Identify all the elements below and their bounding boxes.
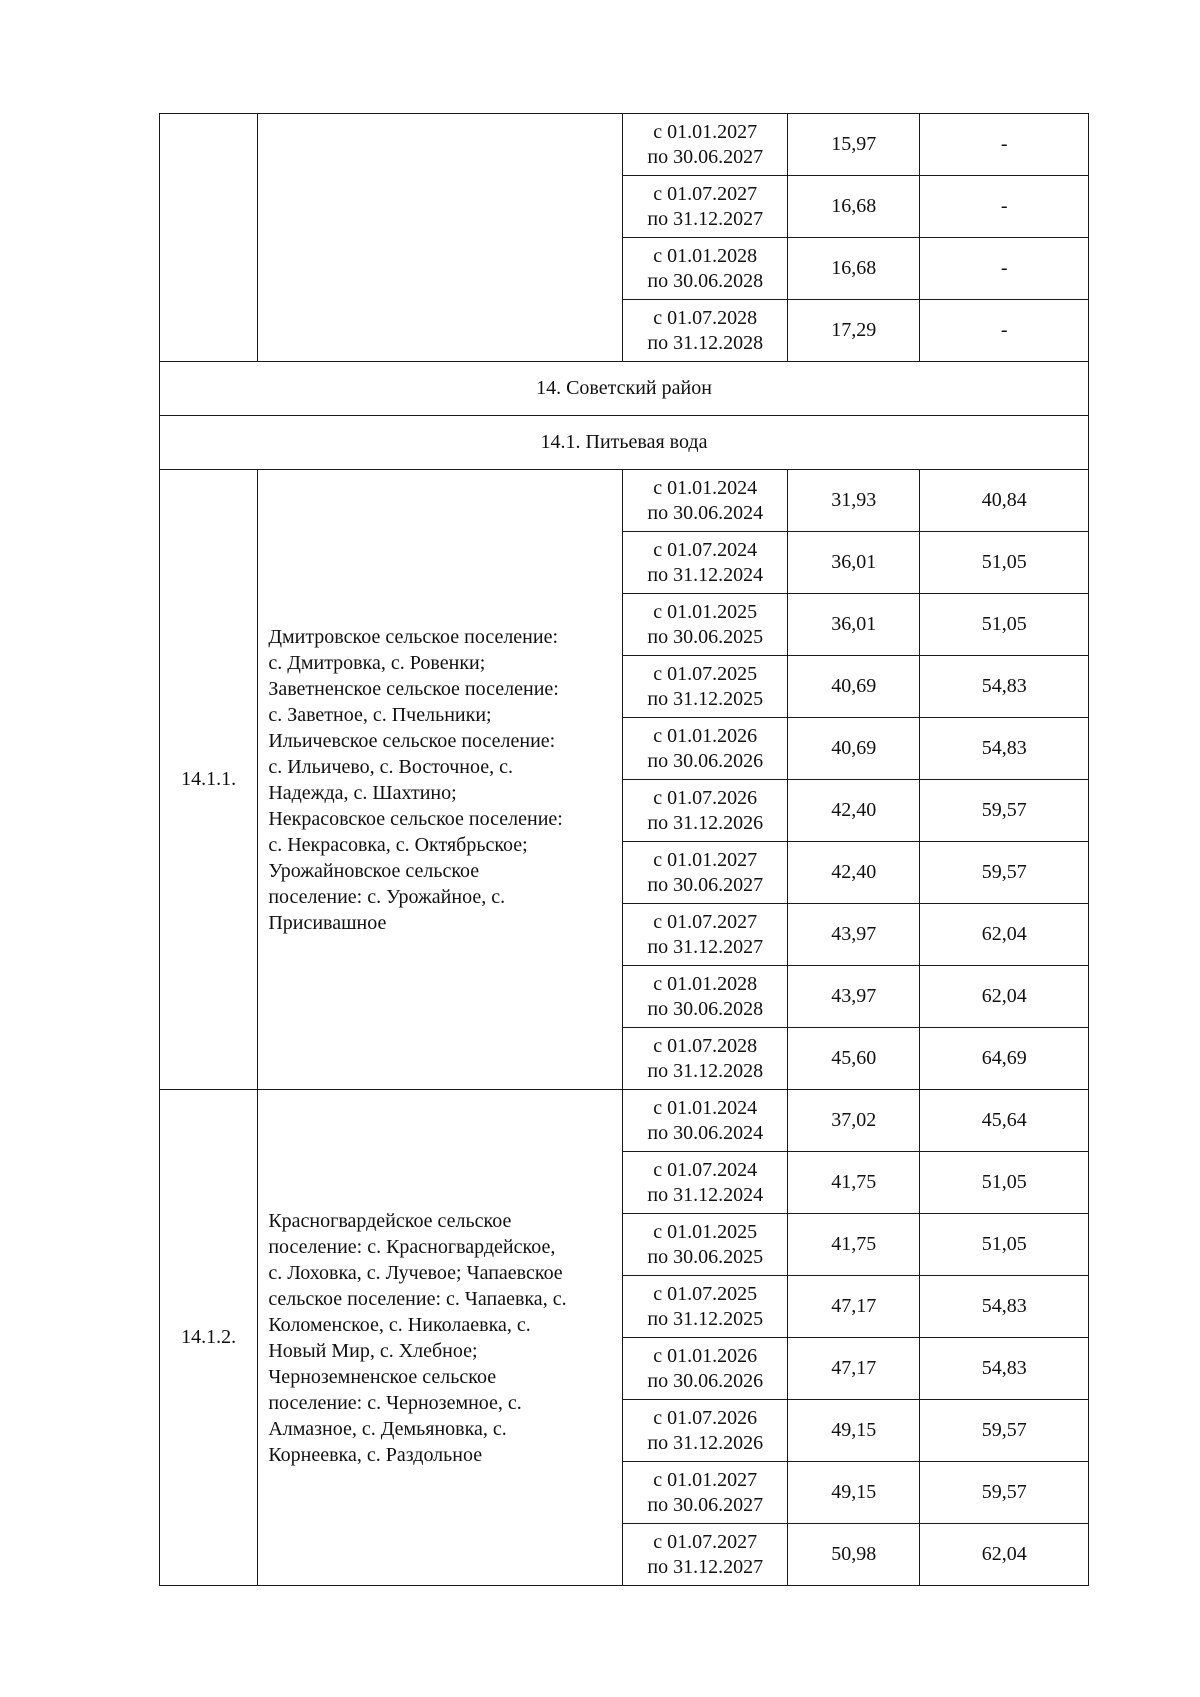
period-cell xyxy=(623,718,788,780)
period-from: с 01.01.2028 xyxy=(653,972,758,995)
period-from: с 01.01.2024 xyxy=(653,476,758,499)
period-to: по 30.06.2027 xyxy=(647,1493,764,1516)
period-to: по 31.12.2028 xyxy=(647,331,764,354)
tariff-value-1: 49,15 xyxy=(788,1400,920,1462)
tariff-value-1: 50,98 xyxy=(788,1524,920,1586)
tariff-value-1: 41,75 xyxy=(788,1214,920,1276)
tariff-value-1: 31,93 xyxy=(788,470,920,532)
tariff-value-1: 37,02 xyxy=(788,1090,920,1152)
tariff-value-1: 36,01 xyxy=(788,532,920,594)
period-to: по 30.06.2027 xyxy=(647,873,764,896)
period-cell xyxy=(623,1276,788,1338)
period-cell xyxy=(623,1090,788,1152)
tariff-value-2: 54,83 xyxy=(920,1338,1089,1400)
tariff-value-1: 42,40 xyxy=(788,842,920,904)
period-from: с 01.07.2024 xyxy=(653,1158,758,1181)
tariff-value-2: 59,57 xyxy=(920,1400,1089,1462)
section-row xyxy=(160,362,1089,416)
tariff-value-1: 41,75 xyxy=(788,1152,920,1214)
tariff-value-1: 47,17 xyxy=(788,1276,920,1338)
period-cell xyxy=(623,1338,788,1400)
tariff-value-2: 54,83 xyxy=(920,656,1089,718)
period-cell xyxy=(623,532,788,594)
period-from: с 01.07.2024 xyxy=(653,538,758,561)
period-from: с 01.01.2024 xyxy=(653,1096,758,1119)
tariff-value-1: 40,69 xyxy=(788,656,920,718)
tariff-value-2: 45,64 xyxy=(920,1090,1089,1152)
period-cell xyxy=(623,842,788,904)
period-from: с 01.01.2026 xyxy=(653,724,758,747)
tariff-value-2: 64,69 xyxy=(920,1028,1089,1090)
period-to: по 31.12.2026 xyxy=(647,1431,764,1454)
period-from: с 01.07.2027 xyxy=(653,182,758,205)
tariff-value-2: 59,57 xyxy=(920,842,1089,904)
section-title: 14. Советский район xyxy=(160,362,1089,416)
tariff-value-2: 51,05 xyxy=(920,594,1089,656)
period-from: с 01.07.2026 xyxy=(653,786,758,809)
period-to: по 31.12.2027 xyxy=(647,207,764,230)
period-from: с 01.01.2025 xyxy=(653,1220,758,1243)
period-to: по 30.06.2024 xyxy=(647,501,764,524)
tariff-value-2: 54,83 xyxy=(920,1276,1089,1338)
period-to: по 31.12.2024 xyxy=(647,1183,764,1206)
tariff-value-1: 45,60 xyxy=(788,1028,920,1090)
period-from: с 01.07.2028 xyxy=(653,306,758,329)
period-cell xyxy=(623,1028,788,1090)
row-number-cell: 14.1.1. xyxy=(160,470,258,1090)
period-cell xyxy=(623,1462,788,1524)
period-cell xyxy=(623,470,788,532)
period-to: по 31.12.2026 xyxy=(647,811,764,834)
period-cell xyxy=(623,1400,788,1462)
period-from: с 01.07.2027 xyxy=(653,1530,758,1553)
period-cell xyxy=(623,238,788,300)
tariff-value-2: 40,84 xyxy=(920,470,1089,532)
tariff-value-1: 40,69 xyxy=(788,718,920,780)
tariff-value-2: 51,05 xyxy=(920,1214,1089,1276)
period-from: с 01.01.2025 xyxy=(653,600,758,623)
settlement-list: Красногвардейское сельское поселение: с. Красногвардейское, с. Лоховка, с. Лучевое; Чапаевское сельское поселение: с. Чапаевка, с. Коломенское, с. Николаевка, с. Новый Мир, с. Хлебное; Черноземненское сельское поселение: с. Черноземное, с. Алмазное, с. Демьяновка, с. Корнеевка, с. Раздольное xyxy=(268,1209,567,1466)
period-cell xyxy=(623,780,788,842)
period-cell xyxy=(623,656,788,718)
tariff-value-2: - xyxy=(920,238,1089,300)
period-from: с 01.07.2028 xyxy=(653,1034,758,1057)
period-to: по 30.06.2028 xyxy=(647,997,764,1020)
tariff-value-1: 42,40 xyxy=(788,780,920,842)
table-row xyxy=(160,1090,1089,1152)
period-cell xyxy=(623,1152,788,1214)
tariff-value-2: 59,57 xyxy=(920,780,1089,842)
period-to: по 31.12.2025 xyxy=(647,687,764,710)
period-from: с 01.01.2026 xyxy=(653,1344,758,1367)
period-to: по 31.12.2027 xyxy=(647,935,764,958)
period-to: по 30.06.2026 xyxy=(647,1369,764,1392)
period-from: с 01.07.2025 xyxy=(653,1282,758,1305)
tariff-value-1: 49,15 xyxy=(788,1462,920,1524)
period-cell xyxy=(623,300,788,362)
period-from: с 01.01.2027 xyxy=(653,1468,758,1491)
period-to: по 31.12.2024 xyxy=(647,563,764,586)
tariff-value-2: - xyxy=(920,300,1089,362)
period-cell xyxy=(623,966,788,1028)
period-from: с 01.01.2028 xyxy=(653,244,758,267)
period-from: с 01.07.2025 xyxy=(653,662,758,685)
tariff-value-1: 16,68 xyxy=(788,176,920,238)
period-cell xyxy=(623,114,788,176)
period-to: по 30.06.2025 xyxy=(647,625,764,648)
tariff-value-2: 59,57 xyxy=(920,1462,1089,1524)
period-to: по 30.06.2026 xyxy=(647,749,764,772)
period-cell xyxy=(623,176,788,238)
section-subtitle: 14.1. Питьевая вода xyxy=(160,416,1089,470)
tariff-value-1: 47,17 xyxy=(788,1338,920,1400)
tariff-value-2: - xyxy=(920,114,1089,176)
tariff-value-2: 54,83 xyxy=(920,718,1089,780)
period-to: по 31.12.2027 xyxy=(647,1555,764,1578)
tariff-value-2: 62,04 xyxy=(920,966,1089,1028)
section-row xyxy=(160,416,1089,470)
period-to: по 30.06.2028 xyxy=(647,269,764,292)
tariff-value-1: 36,01 xyxy=(788,594,920,656)
tariff-table xyxy=(159,113,1089,1586)
period-to: по 30.06.2027 xyxy=(647,145,764,168)
tariff-value-2: - xyxy=(920,176,1089,238)
period-to: по 30.06.2025 xyxy=(647,1245,764,1268)
period-from: с 01.07.2026 xyxy=(653,1406,758,1429)
tariff-value-1: 43,97 xyxy=(788,966,920,1028)
settlement-cell xyxy=(258,470,623,1090)
period-from: с 01.01.2027 xyxy=(653,848,758,871)
tariff-value-1: 17,29 xyxy=(788,300,920,362)
period-cell xyxy=(623,1214,788,1276)
period-from: с 01.01.2027 xyxy=(653,120,758,143)
period-cell xyxy=(623,904,788,966)
tariff-value-2: 51,05 xyxy=(920,532,1089,594)
period-to: по 30.06.2024 xyxy=(647,1121,764,1144)
settlement-cell xyxy=(258,114,623,362)
tariff-value-2: 51,05 xyxy=(920,1152,1089,1214)
tariff-value-1: 43,97 xyxy=(788,904,920,966)
tariff-value-1: 16,68 xyxy=(788,238,920,300)
row-number-cell xyxy=(160,114,258,362)
settlement-cell xyxy=(258,1090,623,1586)
settlement-list: Дмитровское сельское поселение: с. Дмитровка, с. Ровенки; Заветненское сельское поселение: с. Заветное, с. Пчельники; Ильичевское сельское поселение: с. Ильичево, с. Восточное, с. Надежда, с. Шахтино; Некрасовское сельское поселение: с. Некрасовка, с. Октябрьское; Урожайновское сельское поселение: с. Урожайное, с. Присивашное xyxy=(268,625,563,934)
period-from: с 01.07.2027 xyxy=(653,910,758,933)
tariff-value-2: 62,04 xyxy=(920,904,1089,966)
tariff-value-2: 62,04 xyxy=(920,1524,1089,1586)
tariff-value-1: 15,97 xyxy=(788,114,920,176)
period-to: по 31.12.2025 xyxy=(647,1307,764,1330)
tariff-table-body xyxy=(160,114,1089,1586)
period-cell xyxy=(623,1524,788,1586)
table-row xyxy=(160,470,1089,532)
period-cell xyxy=(623,594,788,656)
table-row xyxy=(160,114,1089,176)
row-number-cell: 14.1.2. xyxy=(160,1090,258,1586)
period-to: по 31.12.2028 xyxy=(647,1059,764,1082)
